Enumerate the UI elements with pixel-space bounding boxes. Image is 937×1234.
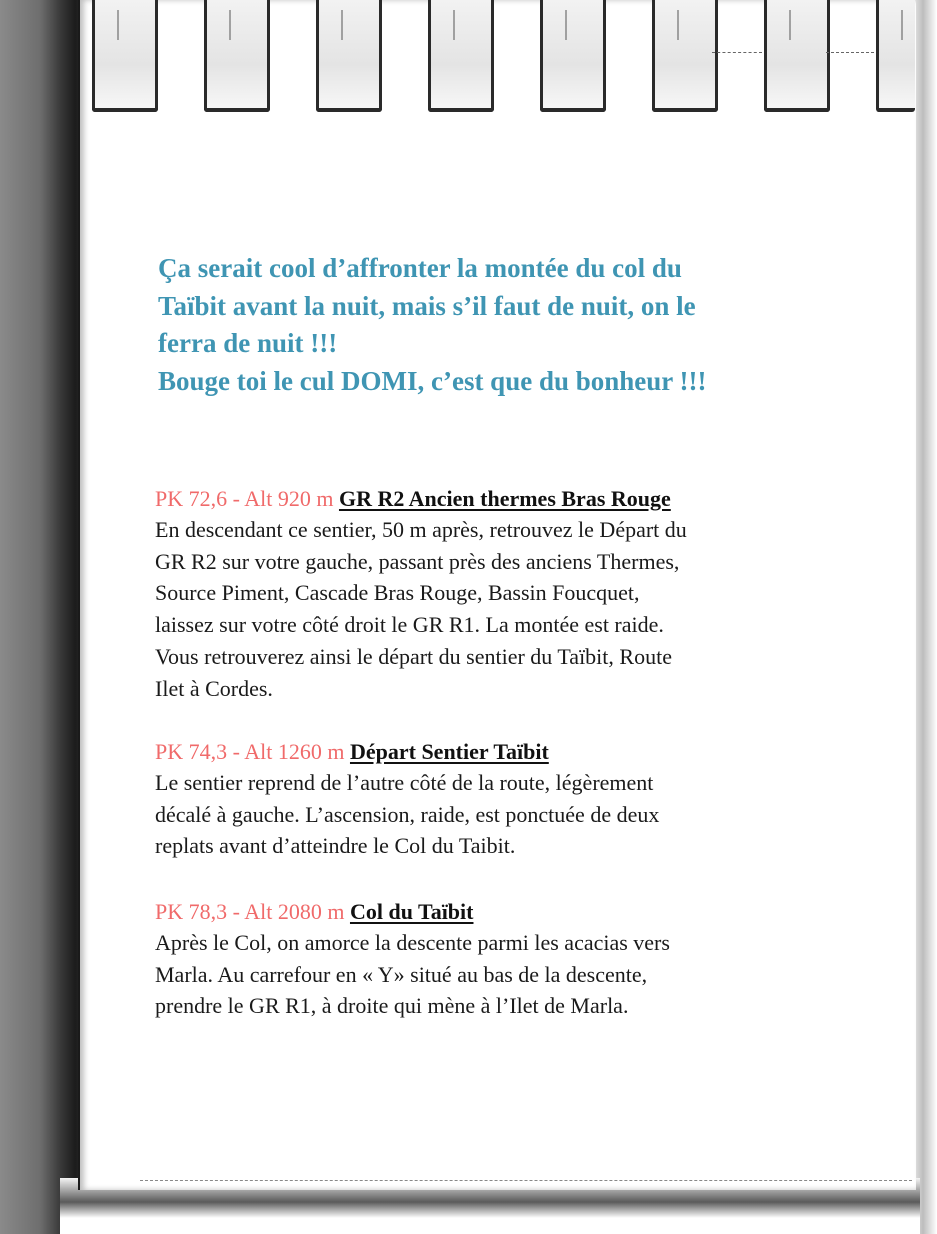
waypoint-section bbox=[155, 736, 855, 862]
intro-line: Taïbit avant la nuit, mais s’il faut de nuit, on le bbox=[158, 290, 696, 321]
intro-line: Bouge toi le cul DOMI, c’est que du bonheur !!! bbox=[158, 365, 707, 396]
description-line: En descendant ce sentier, 50 m après, retrouvez le Départ du bbox=[155, 517, 687, 542]
description-line: Marla. Au carrefour en « Y» situé au bas de la descente, bbox=[155, 961, 648, 987]
binding-ring bbox=[428, 0, 494, 112]
waypoint-place: Col du Taïbit bbox=[349, 899, 474, 924]
page-bottom-rule bbox=[140, 1180, 912, 1181]
description-line: Source Piment, Cascade Bras Rouge, Bassin Foucquet, bbox=[155, 580, 640, 606]
binding-ring bbox=[204, 0, 270, 112]
waypoint-section bbox=[155, 896, 855, 1022]
waypoint-description bbox=[155, 927, 855, 1022]
waypoint-pk-altitude: PK 78,3 - Alt 2080 m bbox=[155, 899, 345, 924]
scan-right-edge bbox=[913, 0, 937, 1234]
description-line: Le sentier reprend de l’autre côté de la route, légèrement bbox=[155, 770, 654, 795]
binding-ring bbox=[876, 0, 915, 112]
binding-ring bbox=[92, 0, 158, 112]
intro-note bbox=[158, 250, 858, 400]
description-line: décalé à gauche. L’ascension, raide, est ponctuée de deux bbox=[155, 801, 660, 827]
waypoint-section bbox=[155, 483, 855, 704]
description-line: Après le Col, on amorce la descente parmi les acacias vers bbox=[155, 930, 670, 955]
description-line: prendre le GR R1, à droite qui mène à l’Ilet de Marla. bbox=[155, 993, 629, 1019]
waypoint-place: Départ Sentier Taïbit bbox=[349, 739, 549, 764]
binding-dash bbox=[826, 52, 874, 53]
waypoint-heading bbox=[155, 483, 855, 514]
intro-line: ferra de nuit !!! bbox=[158, 328, 338, 358]
description-line: GR R2 sur votre gauche, passant près des anciens Thermes, bbox=[155, 548, 680, 574]
description-line: laissez sur votre côté droit le GR R1. La montée est raide. bbox=[155, 612, 664, 638]
waypoint-description bbox=[155, 514, 855, 704]
binding-ring bbox=[540, 0, 606, 112]
waypoint-heading bbox=[155, 896, 855, 927]
description-line: replats avant d’atteindre le Col du Taibit. bbox=[155, 833, 516, 859]
binding-ring bbox=[652, 0, 718, 112]
waypoint-pk-altitude: PK 74,3 - Alt 1260 m bbox=[155, 739, 345, 764]
intro-line: Ça serait cool d’affronter la montée du col du bbox=[158, 253, 682, 283]
waypoint-pk-altitude: PK 72,6 - Alt 920 m bbox=[155, 486, 334, 511]
description-line: Ilet à Cordes. bbox=[155, 675, 273, 701]
binding-ring bbox=[316, 0, 382, 112]
waypoint-description bbox=[155, 767, 855, 862]
description-line: Vous retrouverez ainsi le départ du sentier du Taïbit, Route bbox=[155, 643, 672, 669]
waypoint-heading bbox=[155, 736, 855, 767]
waypoint-place: GR R2 Ancien thermes Bras Rouge bbox=[338, 486, 671, 511]
binding-ring bbox=[764, 0, 830, 112]
spiral-binding bbox=[80, 0, 914, 125]
binding-dash bbox=[712, 52, 762, 53]
